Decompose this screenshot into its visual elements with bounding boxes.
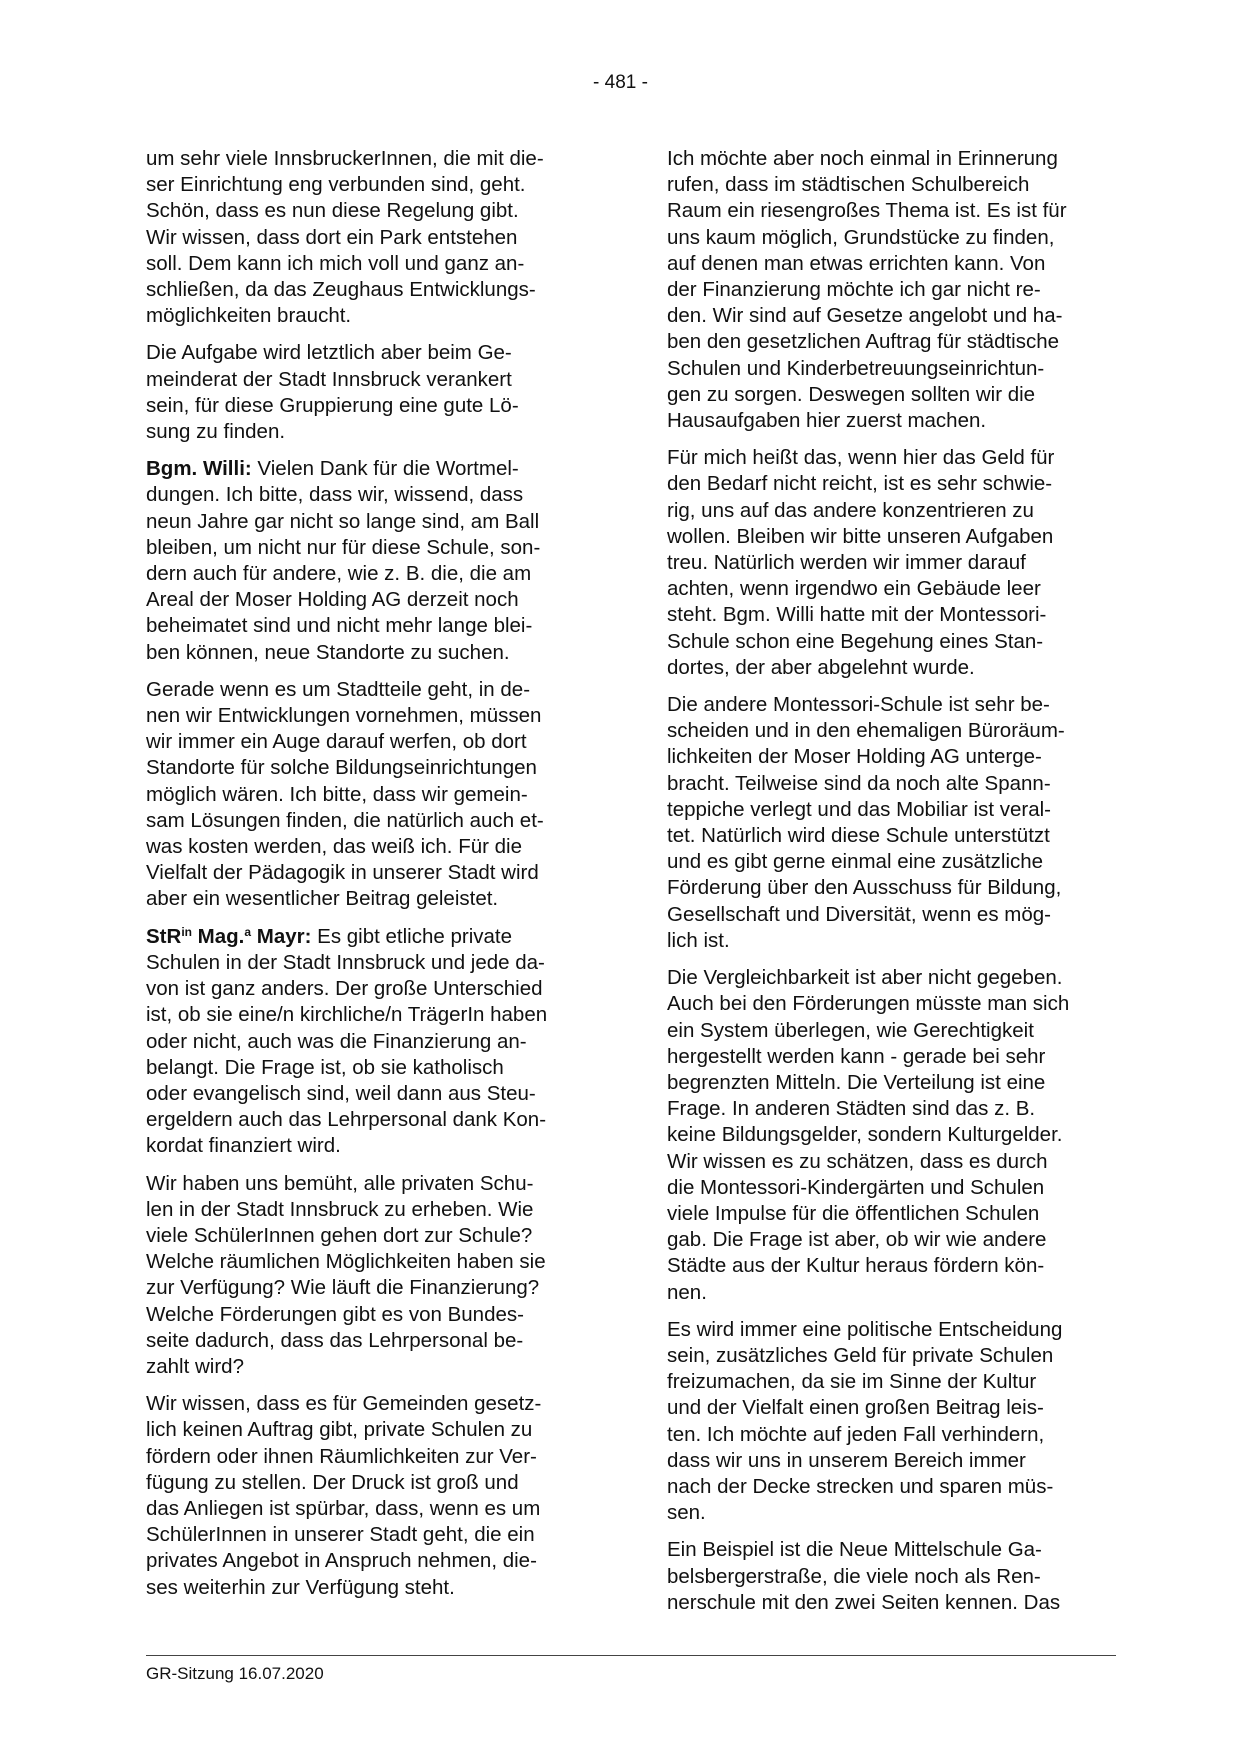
paragraph: Die Vergleichbarkeit ist aber nicht gegeben. Auch bei den Förderungen müsste man sich ein System überlegen, wie Gerechtigkeit hergestellt werden kann - gerade bei sehr begrenzten Mitteln. Die Verteilung ist eine Frage. In anderen Städten sind das z. B. keine Bildungsgelder, sondern Kulturgelder. Wir wissen es zu schätzen, dass es durch die Montessori-Kindergärten und Schulen viele Impulse für die öffentlichen Schulen gab. Die Frage ist aber, ob wir wie andere Städte aus der Kultur heraus fördern kön- nen. xyxy=(667,966,1070,1304)
paragraph: Es wird immer eine politische Entscheidung sein, zusätzliches Geld für private Schulen freizumachen, da sie im Sinne der Kultur und der Vielfalt einen großen Beitrag leis- ten. Ich möchte auf jeden Fall verhindern, dass wir uns in unserem Bereich immer nach der Decke strecken und sparen müs- sen. xyxy=(667,1317,1063,1525)
paragraph: Ein Beispiel ist die Neue Mittelschule Ga- belsbergerstraße, die viele noch als Ren- nerschule mit den zwei Seiten kennen. Das xyxy=(667,1538,1061,1614)
paragraph: Die andere Montessori-Schule ist sehr be- scheiden und in den ehemaligen Büroräum- lichkeiten der Moser Holding AG unterge- bracht. Teilweise sind da noch alte Spann- teppiche verlegt und das Mobiliar ist veral- tet. Natürlich wird diese Schule unterstützt und es gibt gerne einmal eine zusätzliche Förderung über den Ausschuss für Bildung, Gesellschaft und Diversität, wenn es mög- lich ist. xyxy=(667,693,1065,952)
paragraph: Die Aufgabe wird letztlich aber beim Ge- meinderat der Stadt Innsbruck verankert sein, für diese Gruppierung eine gute Lö- sung zu finden. xyxy=(146,341,519,444)
paragraph: Für mich heißt das, wenn hier das Geld für den Bedarf nicht reicht, ist es sehr schwie- rig, uns auf das andere konzentrieren zu wollen. Bleiben wir bitte unseren Aufgaben treu. Natürlich werden wir immer darauf achten, wenn irgendwo ein Gebäude leer steht. Bgm. Willi hatte mit der Montessori- Schule schon eine Begehung eines Stan- dortes, der aber abgelehnt wurde. xyxy=(667,446,1055,679)
speaker-paragraph: StR$^{in}$ Mag.$^a$ Mayr: Es gibt etliche private Schulen in der Stadt Innsbruck und jede da- von ist ganz anders. Der große Unterschied ist, ob sie eine/n kirchliche/n TrägerIn haben oder nicht, auch was die Finanzierung an- belangt. Die Frage ist, ob sie katholisch oder evangelisch sind, weil dann aus Steu- ergeldern auch das Lehrpersonal dank Kon- kordat finanziert wird. xyxy=(146,924,548,1158)
paragraph: Wir wissen, dass es für Gemeinden gesetz- lich keinen Auftrag gibt, private Schulen zu fördern oder ihnen Räumlichkeiten zur Ver- fügung zu stellen. Der Druck ist groß und das Anliegen ist spürbar, dass, wenn es um SchülerInnen in unserer Stadt geht, die ein privates Angebot in Anspruch nehmen, die- ses weiterhin zur Verfügung steht. xyxy=(146,1392,542,1599)
footer-session-date: GR-Sitzung 16.07.2020 xyxy=(146,1664,324,1683)
paragraph: Wir haben uns bemüht, alle privaten Schu- len in der Stadt Innsbruck zu erheben. Wie viele SchülerInnen gehen dort zur Schule? Welche räumlichen Möglichkeiten haben sie zur Verfügung? Wie läuft die Finanzierung? Welche Förderungen gibt es von Bundes- seite dadurch, dass das Lehrpersonal be- zahlt wird? xyxy=(146,1171,546,1378)
page-number: - 481 - xyxy=(593,72,648,93)
footer-divider xyxy=(146,1655,1116,1656)
right-column xyxy=(667,146,1117,1627)
paragraph: Gerade wenn es um Stadtteile geht, in de- nen wir Entwicklungen vornehmen, müssen wir immer ein Auge darauf werfen, ob dort Standorte für solche Bildungseinrichtungen möglich wären. Ich bitte, dass wir gemein- sam Lösungen finden, die natürlich auch et- was kosten werden, das weiß ich. Für die Vielfalt der Pädagogik in unserer Stadt wird aber ein wesentlicher Beitrag geleistet. xyxy=(146,677,544,911)
speaker-paragraph: Bgm. Willi: Vielen Dank für die Wortmel- dungen. Ich bitte, dass wir, wissend, dass neun Jahre gar nicht so lange sind, am Ball bleiben, um nicht nur für diese Schule, son- dern auch für andere, wie z. B. die, die am Areal der Moser Holding AG derzeit noch beheimatet sind und nicht mehr lange blei- ben können, neue Standorte zu suchen. xyxy=(146,457,541,664)
paragraph: um sehr viele InnsbruckerInnen, die mit die- ser Einrichtung eng verbunden sind, geht. Schön, dass es nun diese Regelung gibt. Wir wissen, dass dort ein Park entstehen soll. Dem kann ich mich voll und ganz an- schließen, da das Zeughaus Entwicklungs- möglichkeiten braucht. xyxy=(146,147,544,328)
speaker-name: StR$^{in}$ Mag.$^a$ Mayr: xyxy=(146,924,312,948)
paragraph: Ich möchte aber noch einmal in Erinnerung rufen, dass im städtischen Schulbereich Raum ein riesengroßes Thema ist. Es ist für uns kaum möglich, Grundstücke zu finden, auf denen man etwas errichten kann. Von der Finanzierung möchte ich gar nicht re- den. Wir sind auf Gesetze angelobt und ha- ben den gesetzlichen Auftrag für städtische Schulen und Kinderbetreuungseinrichtun- gen zu sorgen. Deswegen sollten wir die Hausaufgaben hier zuerst machen. xyxy=(667,147,1067,433)
speaker-name: Bgm. Willi: xyxy=(146,457,252,481)
left-column xyxy=(146,146,591,1612)
